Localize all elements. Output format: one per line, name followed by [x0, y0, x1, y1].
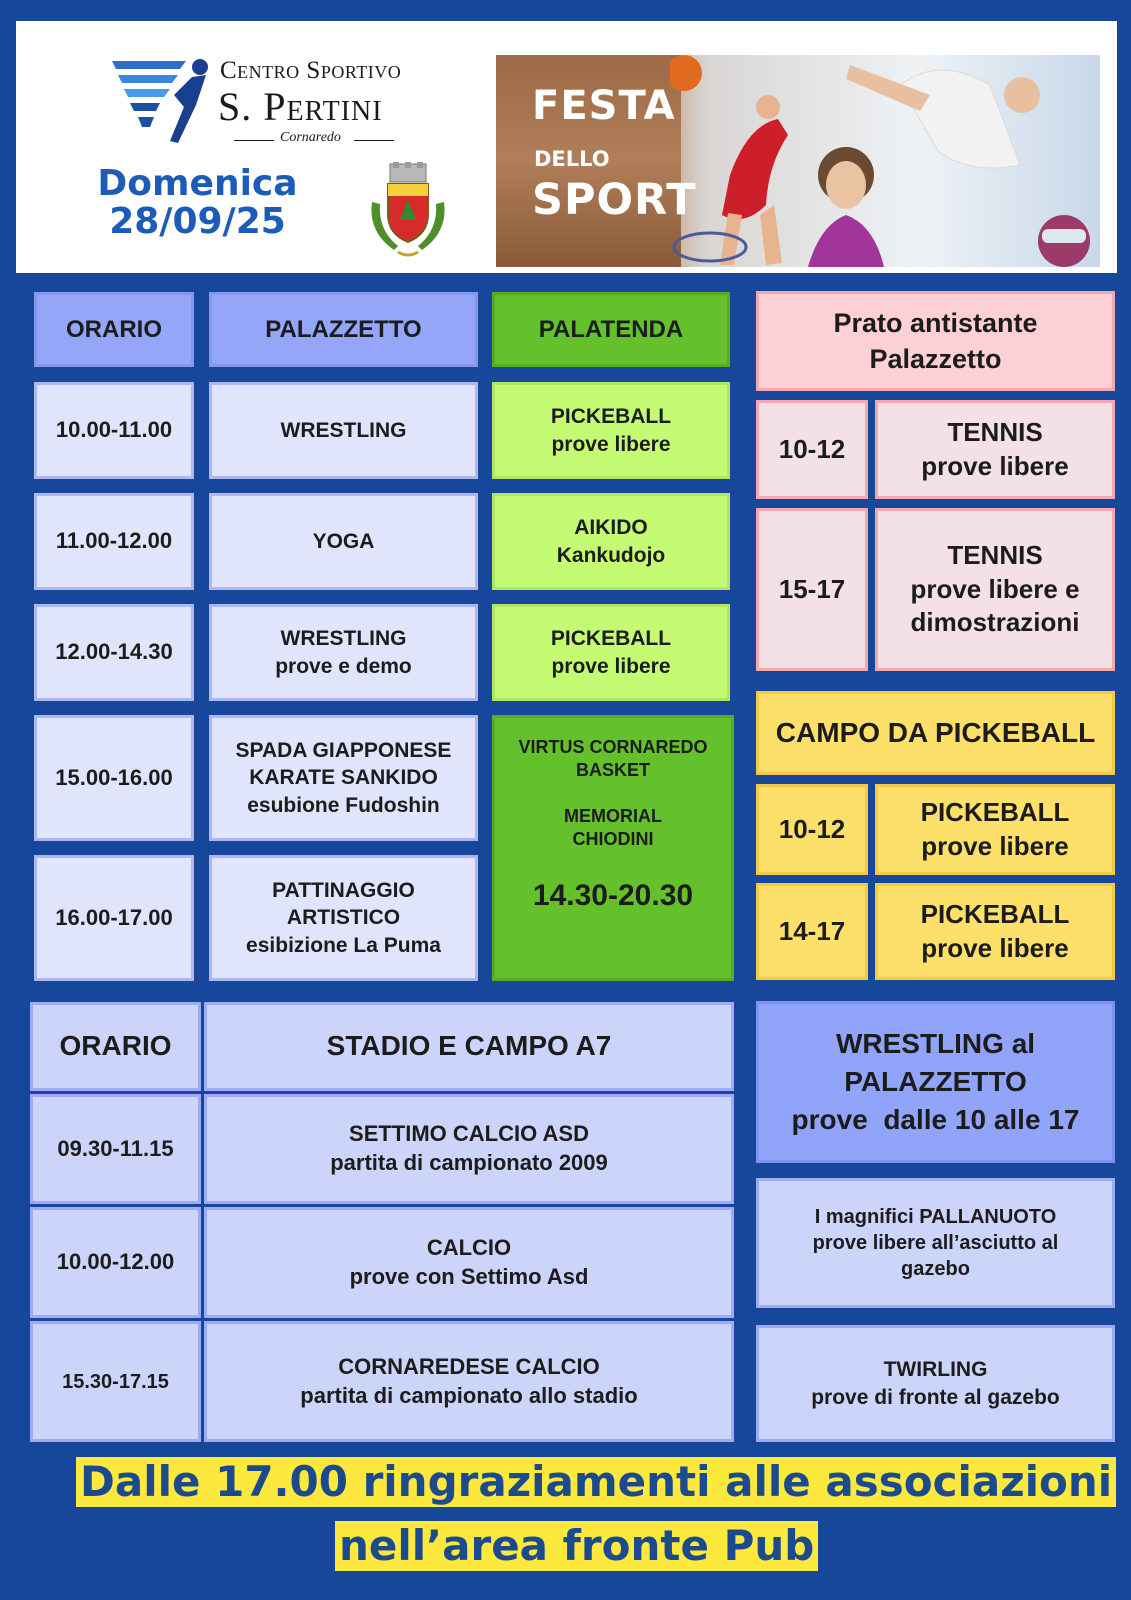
logo-line-2: S. Pertini [218, 84, 383, 129]
activity-detail: prove libere [921, 830, 1069, 861]
event-subtitle: MEMORIAL [564, 805, 662, 826]
activity-detail: prove libere e [910, 573, 1080, 604]
header-orario-stadio: ORARIO [30, 1002, 201, 1091]
event-day: Domenica [97, 163, 298, 204]
athletes-collage-image [670, 55, 1100, 267]
wrestling-line-1: WRESTLING al [835, 1028, 1036, 1060]
palatenda-cell [492, 493, 730, 590]
logo-divider-left [234, 140, 274, 141]
event-time: 14.30-20.30 [532, 878, 694, 912]
palatenda-cell [492, 382, 730, 479]
activity-name: KARATE SANKIDO [249, 766, 438, 790]
cornaredo-coat-of-arms-icon [364, 162, 452, 262]
time-cell: 10-12 [756, 784, 868, 875]
activity-detail: dimostrazioni [910, 607, 1080, 638]
pallanuoto-line-1: I magnifici PALLANUOTO [814, 1206, 1057, 1228]
activity-detail: esibizione La Puma [246, 933, 441, 957]
palatenda-basket-cell [492, 715, 734, 981]
time-cell: 10.00-11.00 [34, 382, 194, 479]
activity-name: PICKEBALL [920, 796, 1070, 827]
header-stadio: STADIO E CAMPO A7 [204, 1002, 734, 1091]
wrestling-line-3: prove dalle 10 alle 17 [791, 1103, 1080, 1135]
time-cell: 15.30-17.15 [30, 1321, 201, 1442]
event-date-value: 28/09/25 [109, 200, 286, 242]
activity-name: TENNIS [947, 416, 1043, 447]
activity-detail: prove e demo [275, 654, 412, 678]
activity-name: SETTIMO CALCIO ASD [349, 1121, 589, 1147]
activity-detail: partita di campionato 2009 [330, 1150, 608, 1175]
time-cell: 11.00-12.00 [34, 493, 194, 590]
stadio-activity-cell [204, 1321, 734, 1442]
palazzetto-cell [209, 855, 478, 981]
prato-activity-cell [875, 508, 1115, 671]
logo-line-3: Cornaredo [280, 130, 341, 145]
time-cell: 10.00-12.00 [30, 1207, 201, 1318]
activity-name: YOGA [312, 529, 375, 553]
event-date [80, 165, 315, 241]
activity-name: PATTINAGGIO [272, 879, 415, 903]
activity-detail: partita di campionato allo stadio [300, 1382, 638, 1408]
activity-name: WRESTLING [280, 418, 407, 442]
twirling-line-2: prove di fronte al gazebo [811, 1385, 1060, 1409]
banner-sport-text: SPORT [532, 175, 697, 225]
header-prato-line-1: Prato antistante [833, 307, 1038, 338]
activity-name: TENNIS [947, 539, 1043, 570]
activity-name: SPADA GIAPPONESE [235, 739, 452, 763]
wrestling-line-2: PALAZZETTO [844, 1066, 1027, 1098]
activity-name: PICKEBALL [550, 627, 672, 651]
logo-divider-right [354, 140, 394, 141]
header-campo-pickeball: CAMPO DA PICKEBALL [756, 691, 1115, 775]
pallanuoto-line-2: prove libere all’asciutto al [812, 1232, 1059, 1254]
activity-name: AIKIDO [574, 516, 648, 540]
palazzetto-cell [209, 493, 478, 590]
activity-name: PICKEBALL [920, 898, 1070, 929]
header-palazzetto: PALAZZETTO [209, 292, 478, 367]
palazzetto-cell [209, 604, 478, 701]
centro-sportivo-logo [108, 55, 438, 150]
activity-detail: prove libere [551, 654, 671, 678]
pickeball-activity-cell [875, 784, 1115, 875]
activity-detail: prove libere [921, 450, 1069, 481]
pallanuoto-box [756, 1178, 1115, 1308]
banner-festa-text: FESTA [532, 83, 676, 129]
time-cell: 16.00-17.00 [34, 855, 194, 981]
header-prato [756, 291, 1115, 391]
palazzetto-cell [209, 715, 478, 841]
activity-detail: prove libere [551, 432, 671, 456]
time-cell: 15.00-16.00 [34, 715, 194, 841]
activity-detail: prove con Settimo Asd [349, 1263, 589, 1289]
stadio-activity-cell [204, 1207, 734, 1318]
time-cell: 10-12 [756, 400, 868, 499]
activity-name: ARTISTICO [286, 906, 401, 930]
time-cell: 09.30-11.15 [30, 1094, 201, 1204]
activity-name: CORNAREDESE CALCIO [338, 1353, 600, 1379]
runner-logo-icon [108, 55, 218, 147]
time-cell: 14-17 [756, 883, 868, 980]
event-subtitle: CHIODINI [572, 829, 654, 850]
header-orario: ORARIO [34, 292, 194, 367]
palatenda-cell [492, 604, 730, 701]
activity-detail: esubione Fudoshin [247, 793, 440, 817]
time-cell: 15-17 [756, 508, 868, 671]
header-palatenda: PALATENDA [492, 292, 730, 367]
activity-detail: Kankudojo [556, 543, 666, 567]
activity-name: PICKEBALL [550, 405, 672, 429]
footer-line-1: Dalle 17.00 ringraziamenti alle associazioni [76, 1457, 1116, 1507]
pickeball-activity-cell [875, 883, 1115, 980]
festa-dello-sport-banner [496, 55, 1100, 267]
event-name: BASKET [575, 760, 650, 781]
pallanuoto-line-3: gazebo [901, 1258, 970, 1280]
prato-activity-cell [875, 400, 1115, 499]
event-name: VIRTUS CORNAREDO [518, 737, 708, 757]
stadio-activity-cell [204, 1094, 734, 1204]
palazzetto-cell [209, 382, 478, 479]
footer-line-2: nell’area fronte Pub [335, 1521, 818, 1571]
activity-detail: prove libere [921, 932, 1069, 963]
banner-dello-text: DELLO [534, 147, 610, 171]
activity-name: WRESTLING [280, 627, 407, 651]
wrestling-box [756, 1001, 1115, 1163]
time-cell: 12.00-14.30 [34, 604, 194, 701]
twirling-line-1: TWIRLING [883, 1358, 988, 1382]
header-prato-line-2: Palazzetto [869, 344, 1002, 374]
logo-line-1: Centro Sportivo [220, 57, 402, 84]
twirling-box [756, 1325, 1115, 1442]
activity-name: CALCIO [426, 1234, 512, 1260]
